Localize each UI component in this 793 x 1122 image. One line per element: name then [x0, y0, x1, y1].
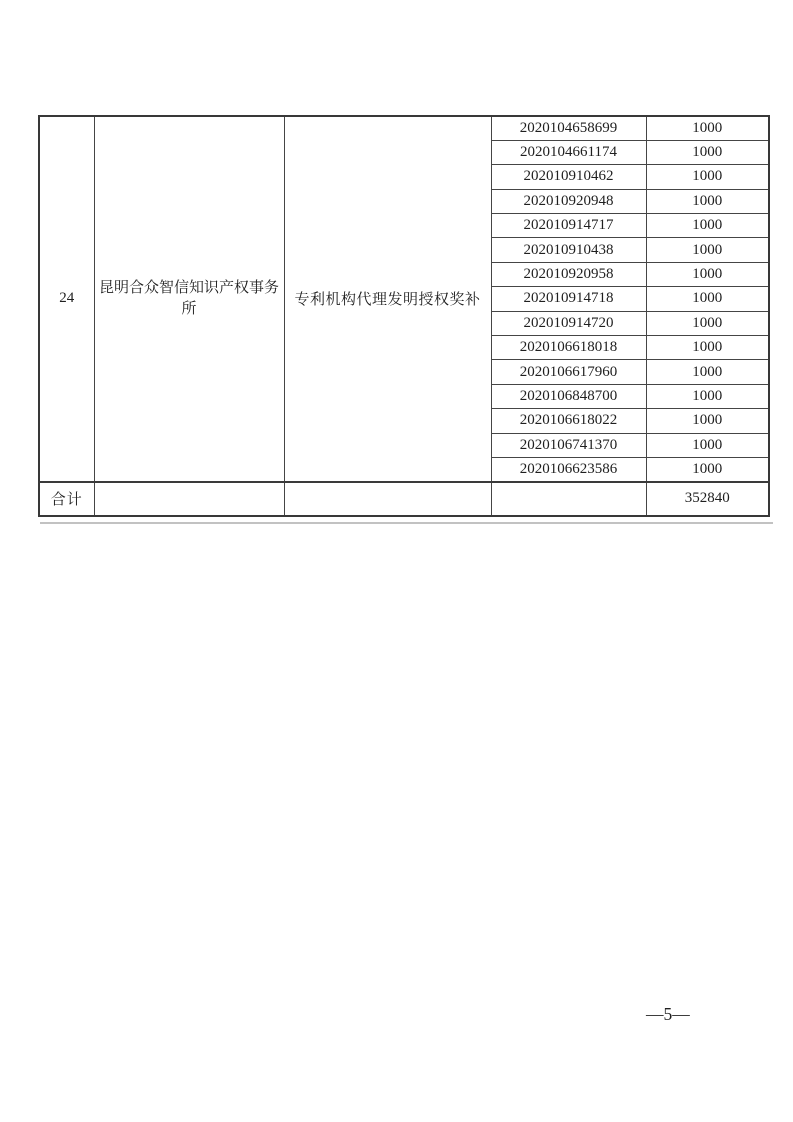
amount-cell: 1000	[646, 165, 769, 189]
amount-cell: 1000	[646, 189, 769, 213]
empty-cell	[491, 482, 646, 516]
patent-number-cell: 202010910438	[491, 238, 646, 262]
amount-cell: 1000	[646, 311, 769, 335]
amount-cell: 1000	[646, 336, 769, 360]
amount-cell: 1000	[646, 433, 769, 457]
empty-cell	[94, 482, 284, 516]
patent-number-cell: 2020106618018	[491, 336, 646, 360]
agency-name-cell: 昆明合众智信知识产权事务所	[94, 116, 284, 482]
patent-number-cell: 202010920958	[491, 262, 646, 286]
amount-cell: 1000	[646, 384, 769, 408]
page-number: —5—	[646, 1004, 690, 1024]
total-row	[39, 482, 769, 516]
patent-number-cell: 202010914718	[491, 287, 646, 311]
patent-number-cell: 2020104658699	[491, 116, 646, 140]
row-index-cell: 24	[39, 116, 94, 482]
empty-cell	[284, 482, 491, 516]
amount-cell: 1000	[646, 360, 769, 384]
patent-number-cell: 202010910462	[491, 165, 646, 189]
amount-cell: 1000	[646, 287, 769, 311]
amount-cell: 1000	[646, 238, 769, 262]
patent-number-cell: 2020104661174	[491, 140, 646, 164]
patent-number-cell: 2020106623586	[491, 457, 646, 481]
patent-number-cell: 2020106617960	[491, 360, 646, 384]
amount-cell: 1000	[646, 262, 769, 286]
amount-cell: 1000	[646, 140, 769, 164]
amount-cell: 1000	[646, 214, 769, 238]
patent-number-cell: 2020106741370	[491, 433, 646, 457]
total-label-cell: 合计	[39, 482, 94, 516]
amount-cell: 1000	[646, 457, 769, 481]
total-amount-cell: 352840	[646, 482, 769, 516]
amount-cell: 1000	[646, 116, 769, 140]
patent-number-cell: 202010914717	[491, 214, 646, 238]
subsidy-table	[38, 115, 770, 517]
patent-number-cell: 202010920948	[491, 189, 646, 213]
amount-cell: 1000	[646, 409, 769, 433]
scan-artifact-line	[40, 522, 773, 524]
patent-number-cell: 202010914720	[491, 311, 646, 335]
table-row	[39, 116, 769, 140]
patent-number-cell: 2020106618022	[491, 409, 646, 433]
patent-number-cell: 2020106848700	[491, 384, 646, 408]
subsidy-category-cell: 专利机构代理发明授权奖补	[284, 116, 491, 482]
